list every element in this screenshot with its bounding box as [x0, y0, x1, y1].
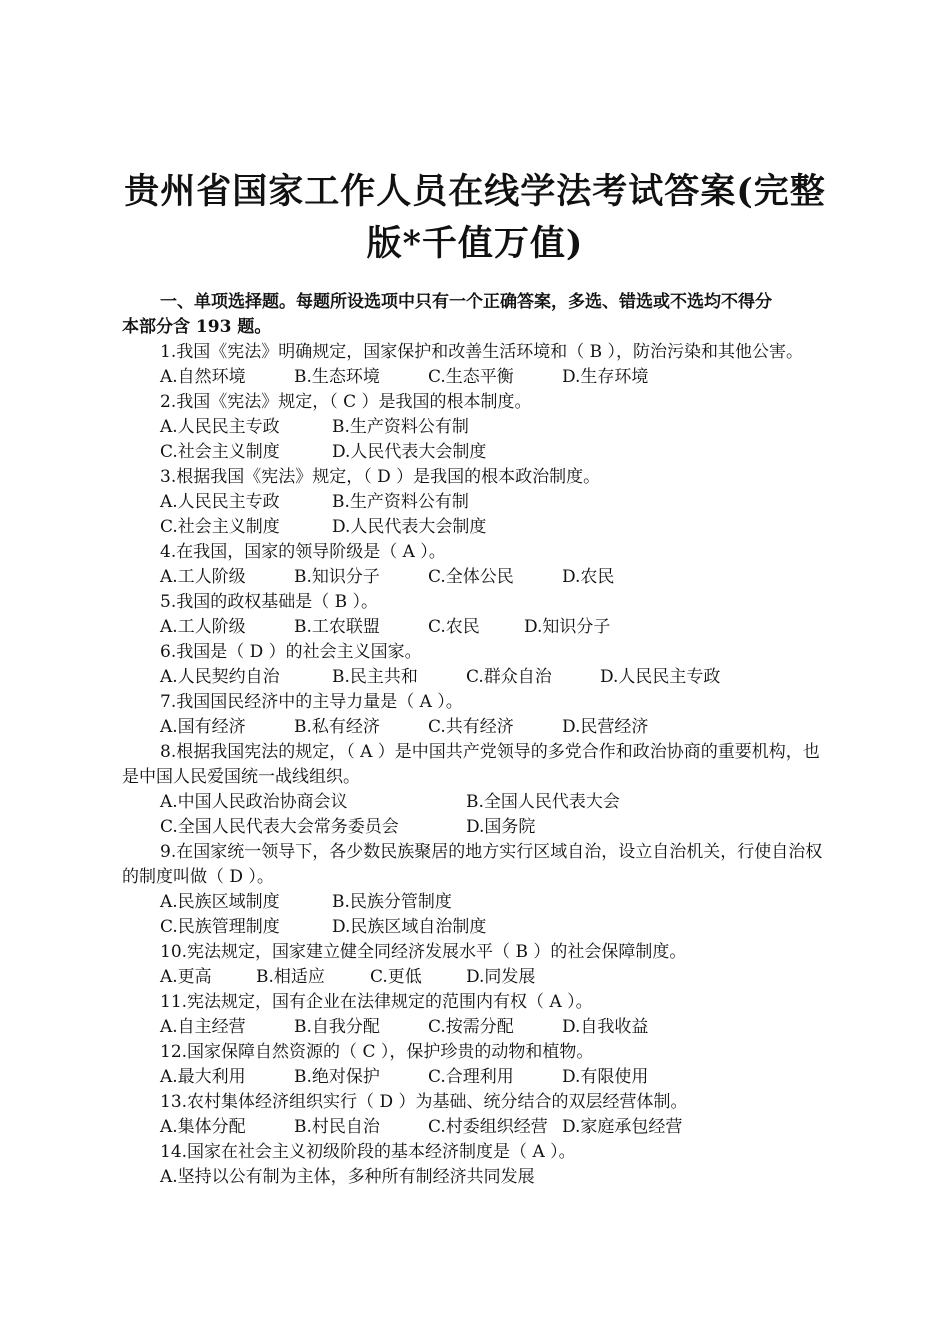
- question-stem: 7.我国国民经济中的主导力量是（ A ）。: [160, 692, 463, 712]
- option: A.民族区域制度: [160, 892, 280, 912]
- option-row: [122, 1115, 832, 1140]
- option: D.人民代表大会制度: [332, 442, 487, 462]
- option: B.民族分管制度: [332, 892, 452, 912]
- option: C.合理利用: [428, 1067, 514, 1087]
- option: B.生态环境: [294, 367, 380, 387]
- option: D.人民代表大会制度: [332, 517, 487, 537]
- option: C.群众自治: [466, 667, 552, 687]
- option: A.国有经济: [160, 717, 246, 737]
- document-title: [0, 166, 950, 270]
- option: C.全体公民: [428, 567, 514, 587]
- option-row: [122, 515, 832, 540]
- option: C.村委组织经营: [428, 1117, 548, 1137]
- section-heading: 一、单项选择题。每题所设选项中只有一个正确答案，多选、错选或不选均不得分: [160, 292, 772, 312]
- option: B.生产资料公有制: [332, 492, 469, 512]
- option-row: [122, 715, 832, 740]
- option-row: [122, 1015, 832, 1040]
- option: D.同发展: [466, 967, 536, 987]
- option-row: [122, 815, 832, 840]
- title-line-2: 版*千值万值): [366, 223, 584, 264]
- option-row: [122, 965, 832, 990]
- option: B.工农联盟: [294, 617, 380, 637]
- option: A.更高: [160, 967, 212, 987]
- option: B.全国人民代表大会: [466, 792, 620, 812]
- option-row: [122, 915, 832, 940]
- option: A.工人阶级: [160, 617, 246, 637]
- option: B.村民自治: [294, 1117, 380, 1137]
- option: B.自我分配: [294, 1017, 380, 1037]
- question-stem: 4.在我国，国家的领导阶级是（ A ）。: [160, 542, 446, 562]
- option-row: [122, 890, 832, 915]
- option-row: [122, 415, 832, 440]
- option: D.人民民主专政: [600, 667, 721, 687]
- option: A.人民契约自治: [160, 667, 280, 687]
- question-stem: 5.我国的政权基础是（ B ）。: [160, 592, 379, 612]
- question-stem: 13.农村集体经济组织实行（ D ）为基础、统分结合的双层经营体制。: [160, 1092, 688, 1112]
- option: A.人民民主专政: [160, 417, 280, 437]
- option-row: [122, 440, 832, 465]
- option: B.民主共和: [332, 667, 418, 687]
- option: C.按需分配: [428, 1017, 514, 1037]
- option: A.人民民主专政: [160, 492, 280, 512]
- option: B.绝对保护: [294, 1067, 380, 1087]
- option-row: [122, 665, 832, 690]
- question-stem: 12.国家保障自然资源的（ C ），保护珍贵的动物和植物。: [160, 1042, 594, 1062]
- option-row: [122, 490, 832, 515]
- option-row: [122, 1065, 832, 1090]
- option-row: [122, 1165, 832, 1190]
- option: A.中国人民政治协商会议: [160, 792, 348, 812]
- option-row: [122, 565, 832, 590]
- option: D.民营经济: [562, 717, 649, 737]
- question-stem: 2.我国《宪法》规定，（ C ）是我国的根本制度。: [160, 392, 532, 412]
- option: D.家庭承包经营: [562, 1117, 683, 1137]
- document-body: [122, 290, 832, 1190]
- option: D.国务院: [466, 817, 536, 837]
- option: C.共有经济: [428, 717, 514, 737]
- option: B.相适应: [256, 967, 325, 987]
- option: A.工人阶级: [160, 567, 246, 587]
- question-stem: 14.国家在社会主义初级阶段的基本经济制度是（ A ）。: [160, 1142, 576, 1162]
- option: B.生产资料公有制: [332, 417, 469, 437]
- option: A.自然环境: [160, 367, 246, 387]
- question-stem: 11.宪法规定，国有企业在法律规定的范围内有权（ A ）。: [160, 992, 593, 1012]
- option: D.知识分子: [524, 617, 611, 637]
- option: C.全国人民代表大会常务委员会: [160, 817, 399, 837]
- option-row: [122, 365, 832, 390]
- option: A.自主经营: [160, 1017, 246, 1037]
- option-row: [122, 615, 832, 640]
- option: A.坚持以公有制为主体，多种所有制经济共同发展: [160, 1167, 535, 1187]
- option: C.社会主义制度: [160, 517, 280, 537]
- option: D.有限使用: [562, 1067, 649, 1087]
- option-row: [122, 790, 832, 815]
- title-line-1: 贵州省国家工作人员在线学法考试答案(完整: [124, 171, 826, 212]
- option: C.农民: [428, 617, 480, 637]
- question-stem: 9.在国家统一领导下，各少数民族聚居的地方实行区域自治，设立自治机关，行使自治权的制度叫做（ D ）。: [122, 842, 823, 887]
- option: A.最大利用: [160, 1067, 246, 1087]
- option: D.自我收益: [562, 1017, 649, 1037]
- question-stem: 1.我国《宪法》明确规定，国家保护和改善生活环境和（ B ），防治污染和其他公害。: [160, 342, 804, 362]
- option: D.农民: [562, 567, 615, 587]
- question-stem: 10.宪法规定，国家建立健全同经济发展水平（ B ）的社会保障制度。: [160, 942, 687, 962]
- option: B.私有经济: [294, 717, 380, 737]
- question-stem: 6.我国是（ D ）的社会主义国家。: [160, 642, 422, 662]
- option: D.民族区域自治制度: [332, 917, 487, 937]
- option: B.知识分子: [294, 567, 380, 587]
- option: C.生态平衡: [428, 367, 514, 387]
- section-heading-cont: 本部分含 193 题。: [122, 317, 272, 337]
- option: C.民族管理制度: [160, 917, 280, 937]
- question-stem: 3.根据我国《宪法》规定，（ D ）是我国的根本政治制度。: [160, 467, 601, 487]
- question-stem: 8.根据我国宪法的规定，（ A ）是中国共产党领导的多党合作和政治协商的重要机构，也是中国人民爱国统一战线组织。: [122, 742, 820, 787]
- option: D.生存环境: [562, 367, 649, 387]
- option: C.社会主义制度: [160, 442, 280, 462]
- option: A.集体分配: [160, 1117, 246, 1137]
- option: C.更低: [370, 967, 422, 987]
